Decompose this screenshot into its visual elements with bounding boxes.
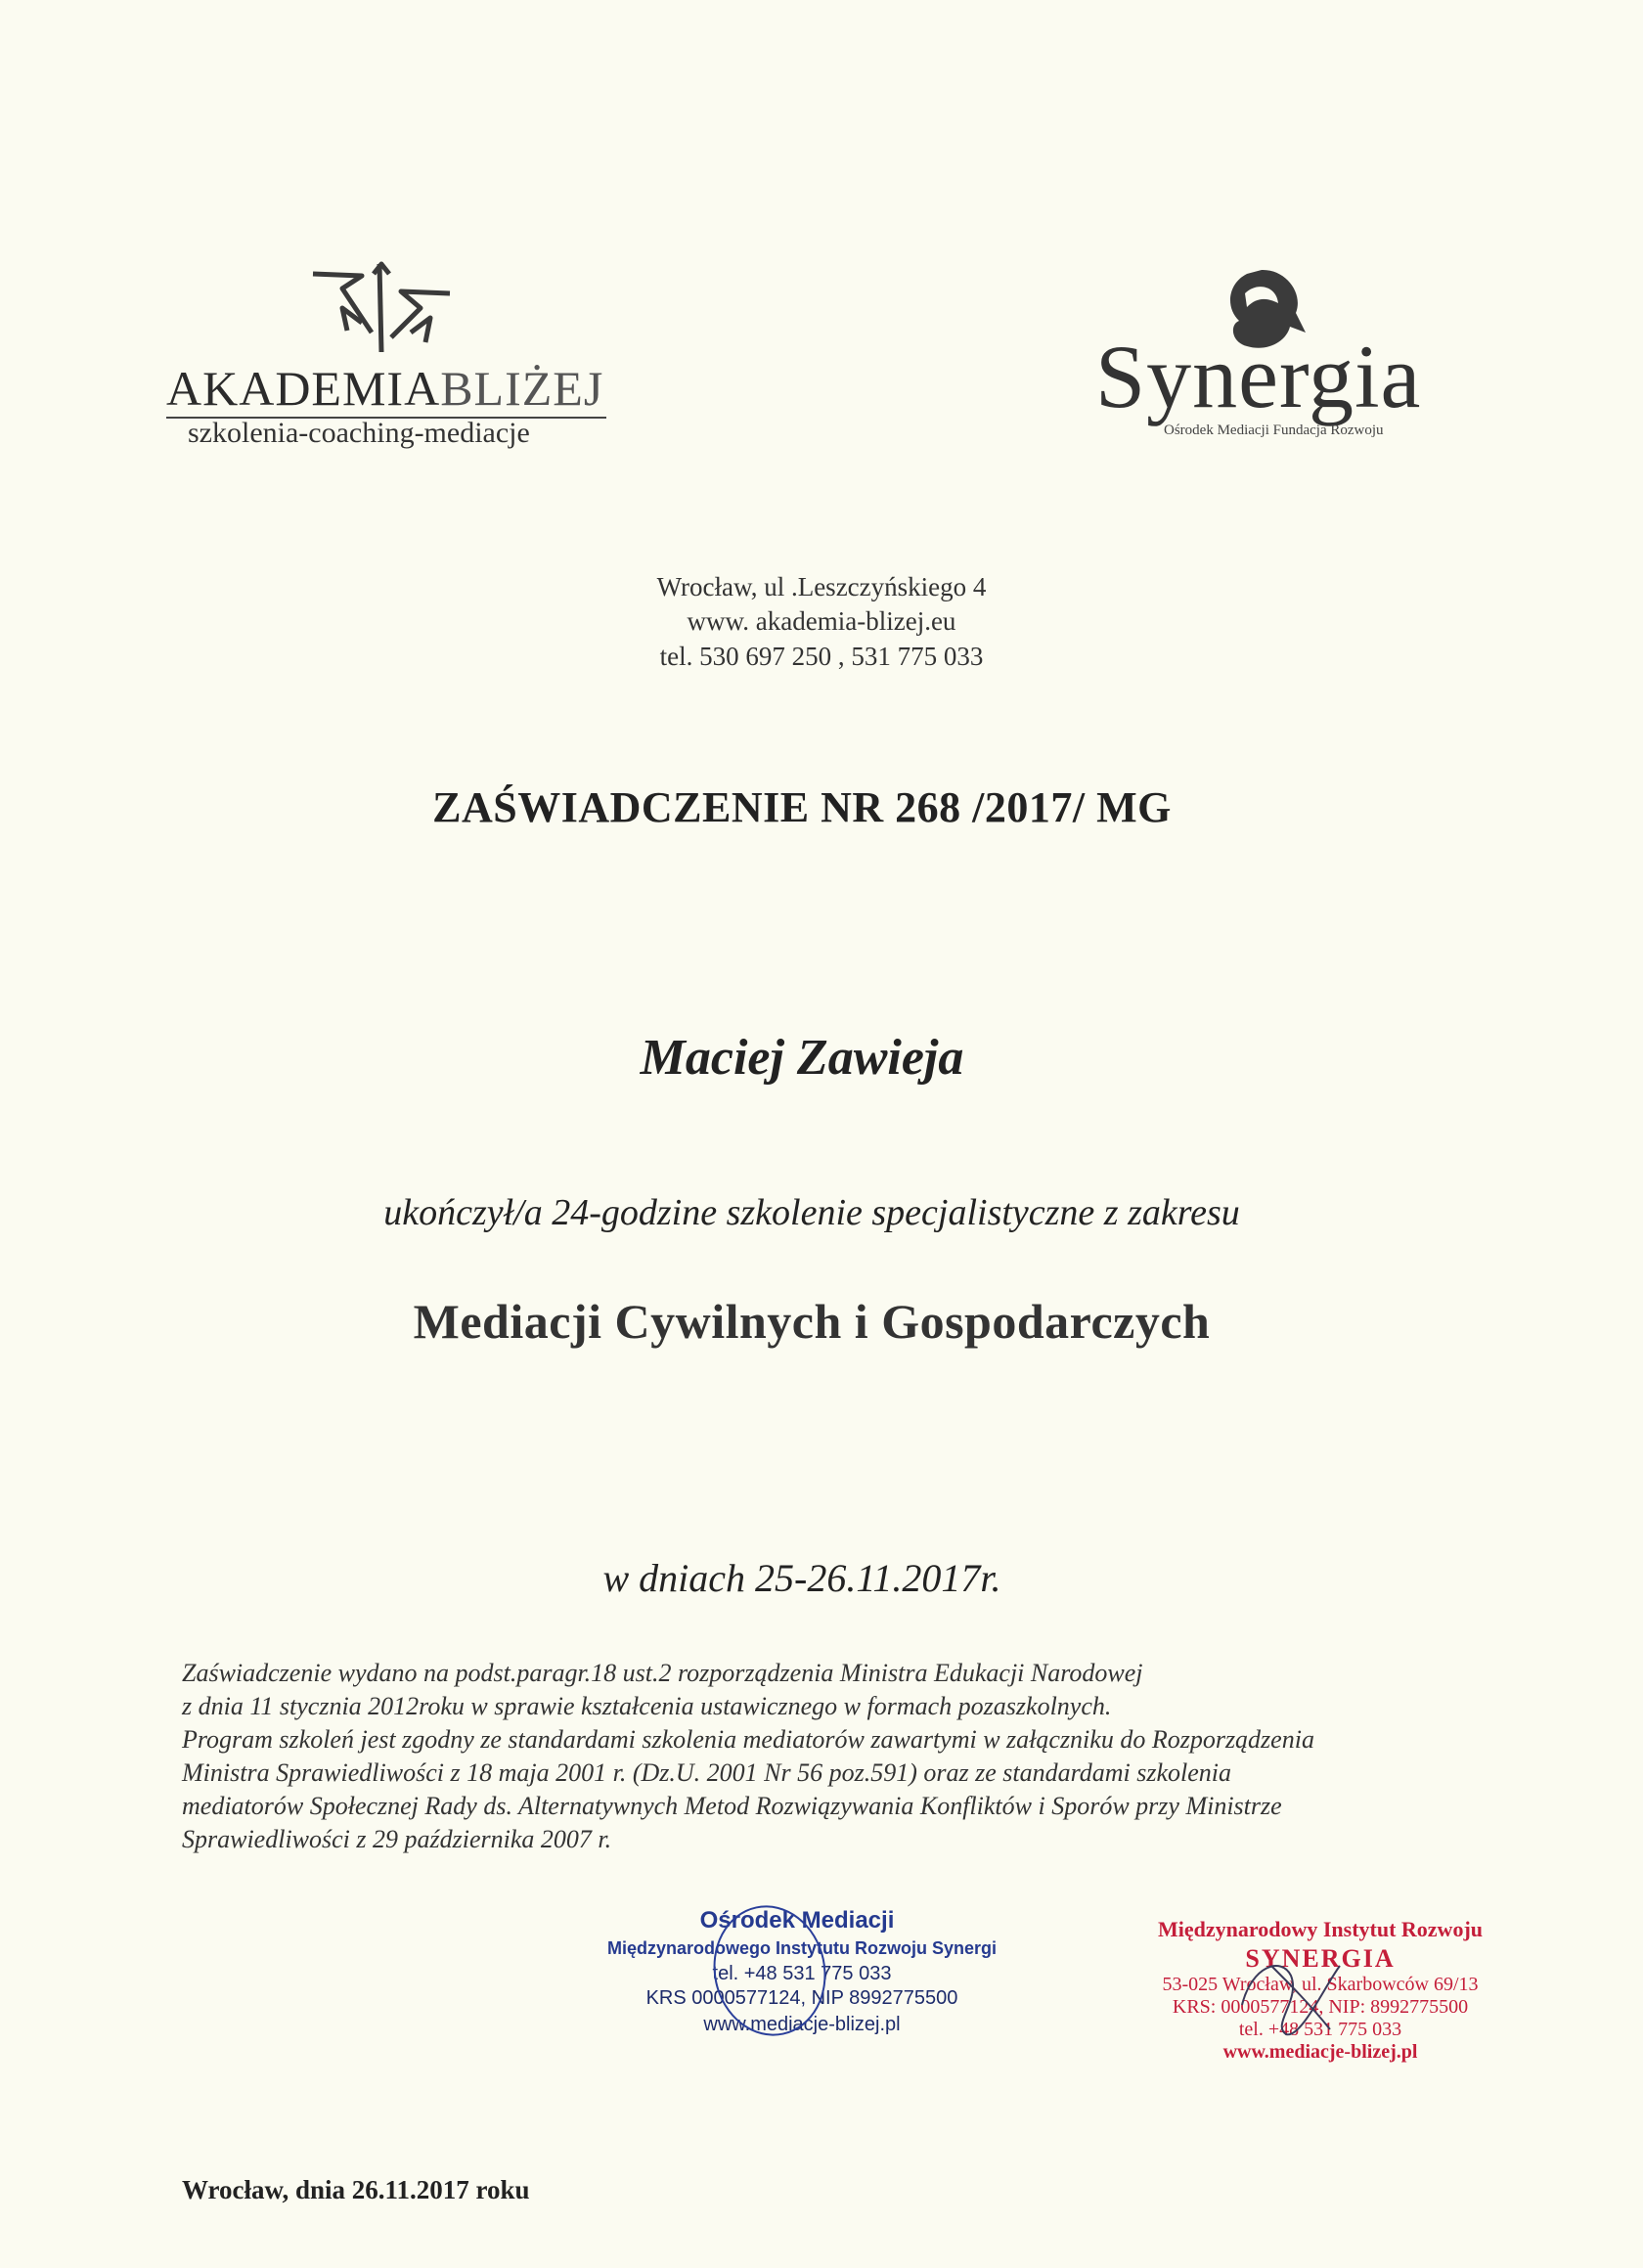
address-phone: tel. 530 697 250 , 531 775 033	[659, 642, 984, 671]
brand-part-1: AKADEMIA	[166, 361, 441, 416]
stamp-blue-line: tel. +48 531 775 033	[712, 1963, 892, 1984]
synergia-logo	[1086, 264, 1477, 460]
stamp-blue-line: Ośrodek Mediacji	[699, 1907, 895, 1934]
address-street: Wrocław, ul .Leszczyńskiego 4	[656, 572, 987, 601]
certificate-title: ZAŚWIADCZENIE NR 268 /2017/ MG	[432, 783, 1172, 831]
course-subject: Mediacji Cywilnych i Gospodarczych	[413, 1294, 1211, 1349]
issue-place-date: Wrocław, dnia 26.11.2017 roku	[182, 2175, 530, 2204]
stamp-red-line: tel. +48 531 775 033	[1238, 2019, 1402, 2040]
signature-scribble	[1232, 1946, 1350, 2044]
legal-basis-text	[182, 1657, 1453, 1856]
mediation-center-stamp	[606, 1907, 998, 2064]
legal-line: Program szkoleń jest zgodny ze standardami szkolenia mediatorów zawartymi w załączniku do Rozporządzenia	[182, 1725, 1314, 1754]
legal-line: z dnia 11 stycznia 2012roku w sprawie kształcenia ustawicznego w formach pozaszkolnych.	[182, 1692, 1112, 1720]
stamp-blue-line: KRS 0000577124, NIP 8992775500	[645, 1987, 958, 2009]
stamp-red-line: SYNERGIA	[1245, 1944, 1396, 1973]
address-web: www. akademia-blizej.eu	[687, 606, 956, 636]
stamp-red-line: Międzynarodowy Instytut Rozwoju	[1157, 1917, 1484, 1941]
synergia-institute-stamp	[1125, 1917, 1516, 2073]
legal-line: Sprawiedliwości z 29 października 2007 r.	[182, 1825, 612, 1853]
synergia-subtitle: Ośrodek Mediacji Fundacja Rozwoju	[1164, 422, 1384, 438]
akademia-blizej-logo	[166, 254, 616, 450]
brand-tagline: szkolenia-coaching-mediacje	[188, 417, 530, 449]
stamp-red-line: 53-025 Wrocław, ul. Skarbowców 69/13	[1162, 1974, 1479, 1995]
stamp-red-line: www.mediacje-blizej.pl	[1222, 2041, 1418, 2063]
legal-line: Zaświadczenie wydano na podst.paragr.18 ust.2 rozporządzenia Ministra Edukacji Narodowej	[182, 1659, 1143, 1687]
arrows-logo-icon	[303, 254, 460, 362]
stamp-blue-line: Międzynarodowego Instytutu Rozwoju Synergi	[606, 1938, 997, 1958]
synergia-brand: Synergia	[1095, 327, 1422, 426]
completion-text: ukończył/a 24-godzine szkolenie specjalistyczne z zakresu	[383, 1192, 1240, 1233]
brand-name	[166, 360, 603, 417]
recipient-name: Maciej Zawieja	[640, 1030, 964, 1086]
stamp-red-line: KRS: 0000577124, NIP: 8992775500	[1172, 1996, 1469, 2018]
brand-part-2: BLIŻEJ	[440, 361, 604, 416]
course-dates: w dniach 25-26.11.2017r.	[602, 1556, 1001, 1600]
legal-line: mediatorów Społecznej Rady ds. Alternatywnych Metod Rozwiązywania Konfliktów i Sporów przy Ministrze	[182, 1792, 1282, 1820]
legal-line: Ministra Sprawiedliwości z 18 maja 2001 r. (Dz.U. 2001 Nr 56 poz.591) oraz ze standardami szkolenia	[182, 1758, 1232, 1787]
stamp-blue-line: www.mediacje-blizej.pl	[703, 2014, 901, 2035]
